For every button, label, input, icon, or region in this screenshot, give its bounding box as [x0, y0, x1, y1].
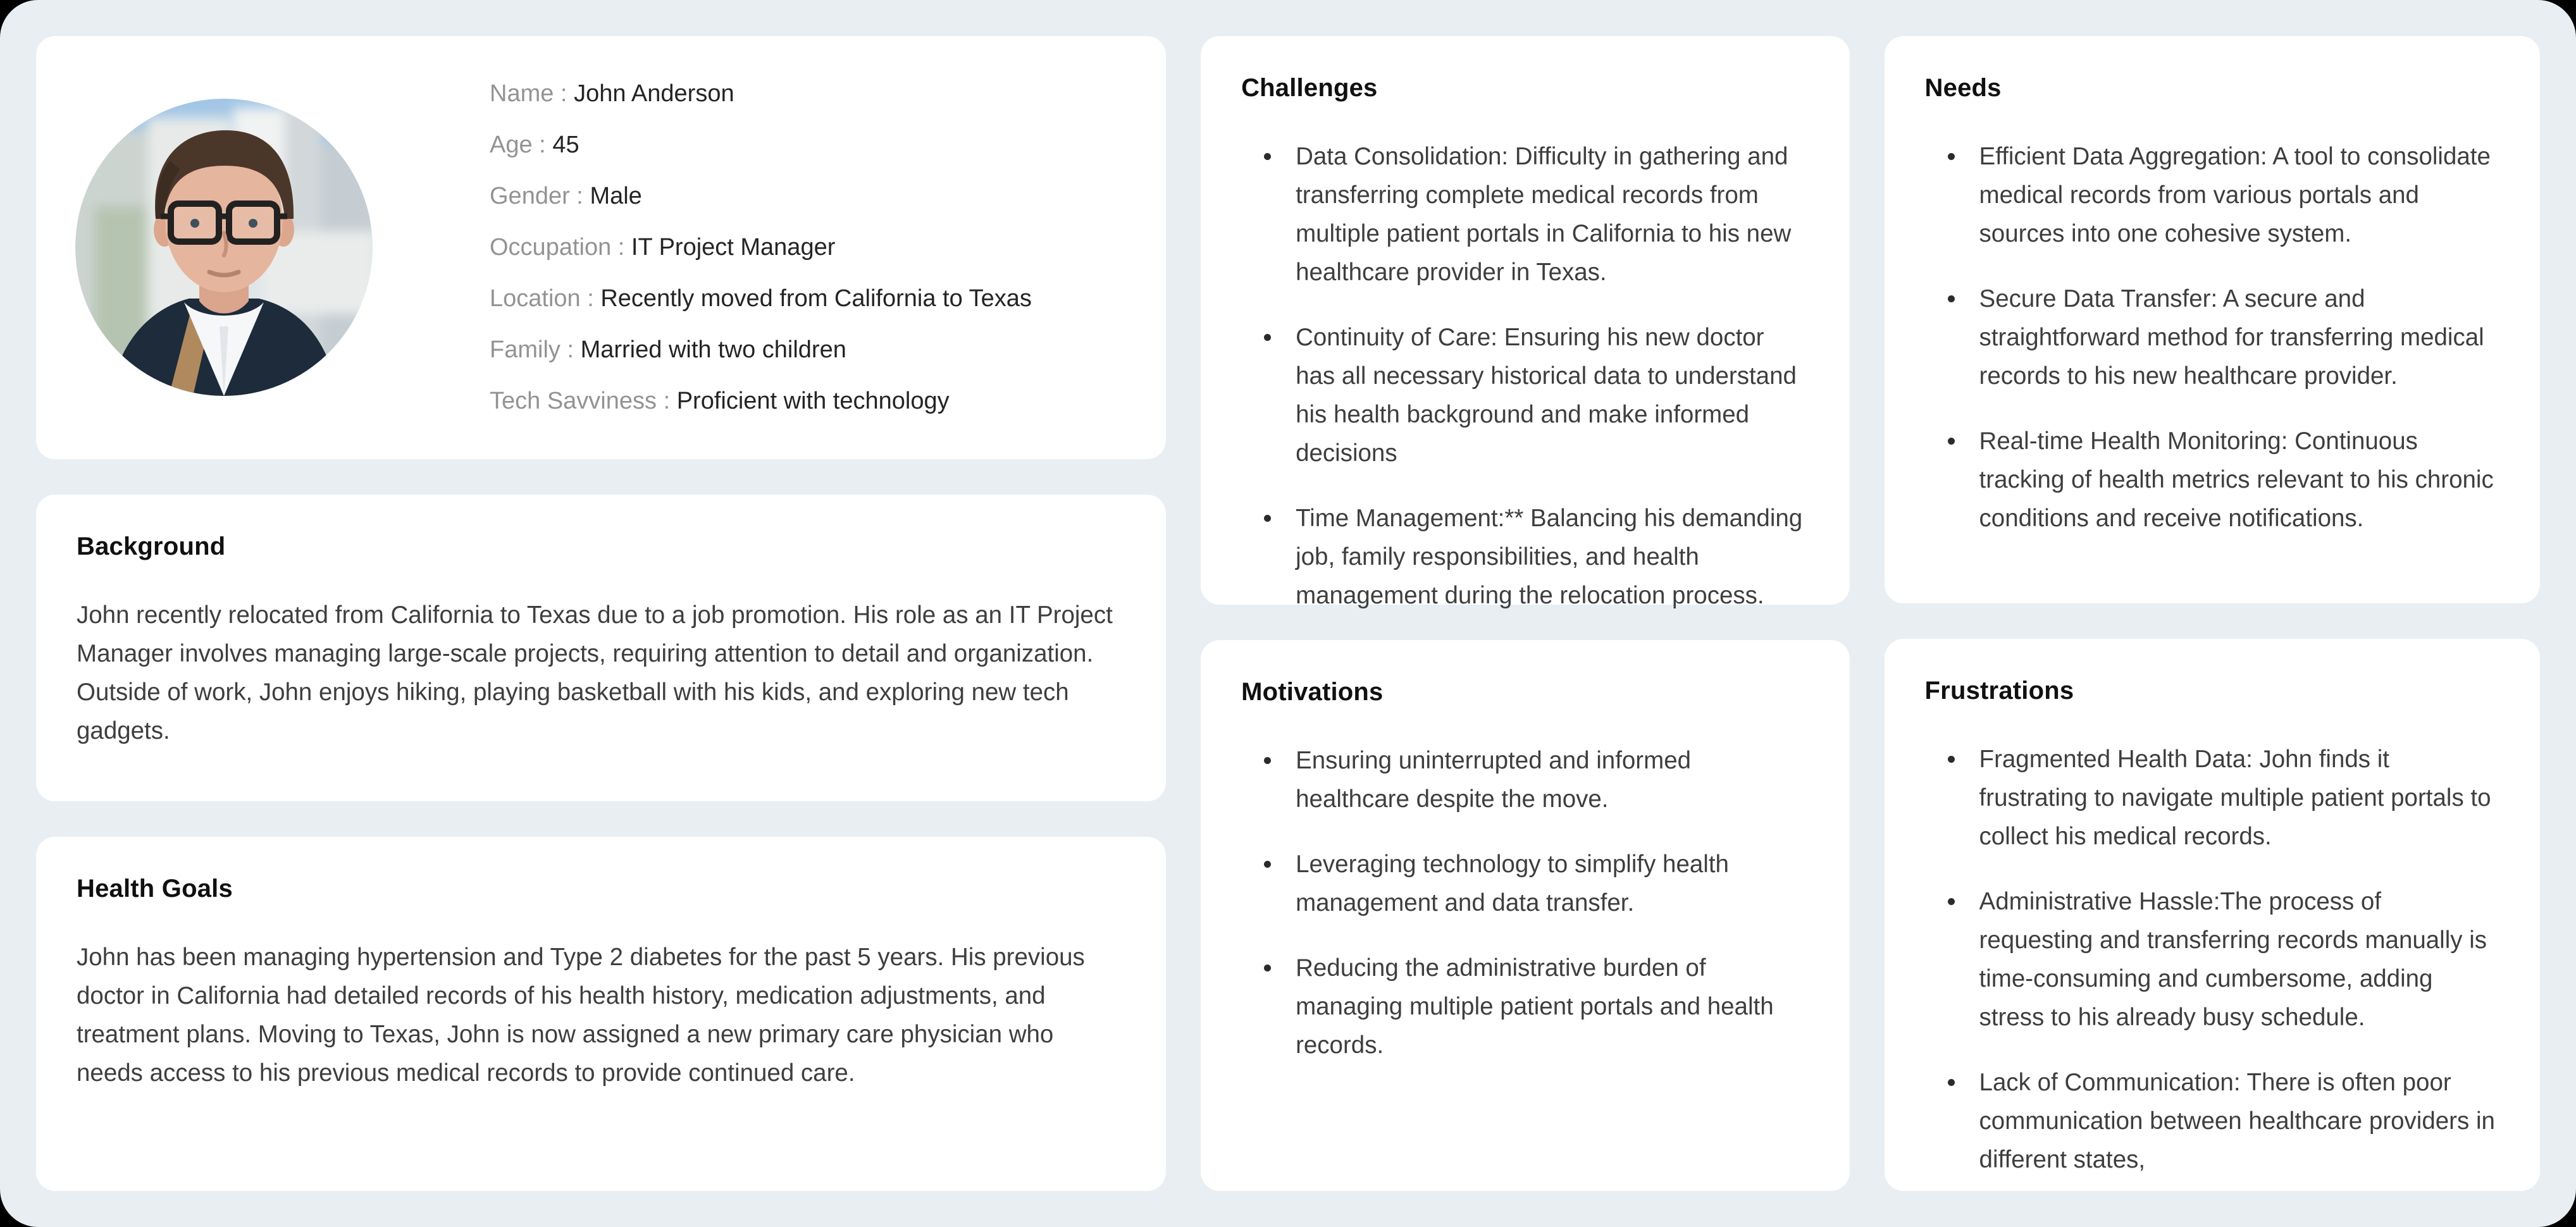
- field-separator: :: [569, 182, 590, 209]
- needs-card: [1885, 36, 2540, 603]
- left-column: [36, 36, 1166, 1191]
- field-separator: :: [580, 285, 601, 312]
- health-goals-text: John has been managing hypertension and Type 2 diabetes for the past 5 years. His previous doctor in California had detailed records of his health history, medication adjustments, and treatment plans. Moving to Texas, John is now assigned a new primary care physician who needs access to his previous medical records to provide continued care.: [77, 943, 1085, 1087]
- profile-field: [490, 75, 1032, 113]
- frustrations-item: Fragmented Health Data: John finds it frustrating to navigate multiple patient portals to collect his medical records.: [1948, 740, 2499, 856]
- field-value: Male: [590, 182, 642, 209]
- frustrations-list: [1925, 740, 2499, 1179]
- field-separator: :: [657, 387, 677, 414]
- field-value: IT Project Manager: [631, 233, 836, 261]
- field-value: John Anderson: [574, 80, 734, 107]
- field-separator: :: [554, 80, 574, 107]
- profile-field: [490, 280, 1032, 318]
- field-label: Family: [490, 336, 560, 363]
- profile-card: [36, 36, 1166, 459]
- frustrations-item: Lack of Communication: There is often poor communication between healthcare providers in different states,: [1948, 1063, 2499, 1179]
- field-value: Proficient with technology: [676, 387, 950, 414]
- field-value: Recently moved from California to Texas: [600, 285, 1032, 312]
- avatar-illustration: [75, 99, 373, 396]
- needs-item: Real-time Health Monitoring: Continuous tracking of health metrics relevant to his chronic conditions and receive notifications.: [1948, 422, 2499, 538]
- section-title-challenges: Challenges: [1241, 74, 1378, 102]
- needs-list: [1925, 137, 2499, 538]
- profile-field: [490, 331, 1032, 369]
- field-label: Tech Savviness: [490, 387, 657, 414]
- right-column: [1885, 36, 2540, 1191]
- frustrations-item: Administrative Hassle:The process of requesting and transferring records manually is time-consuming and cumbersome, adding stress to his already busy schedule.: [1948, 882, 2499, 1037]
- section-title-health-goals: Health Goals: [77, 874, 233, 903]
- section-title-needs: Needs: [1924, 74, 2002, 102]
- field-label: Occupation: [490, 233, 612, 261]
- middle-column: [1201, 36, 1849, 1191]
- needs-item: Secure Data Transfer: A secure and straightforward method for transferring medical records to his new healthcare provider.: [1948, 280, 2499, 395]
- field-separator: :: [532, 131, 553, 158]
- field-separator: :: [611, 233, 631, 261]
- field-value: Married with two children: [580, 336, 846, 363]
- profile-field: [490, 228, 1032, 267]
- health-goals-card: [36, 837, 1166, 1191]
- challenges-card: [1201, 36, 1849, 609]
- motivations-item: Ensuring uninterrupted and informed healthcare despite the move.: [1264, 741, 1809, 818]
- profile-field: [490, 177, 1032, 216]
- section-title-motivations: Motivations: [1241, 678, 1384, 706]
- challenges-list: [1241, 137, 1809, 615]
- motivations-list: [1241, 741, 1809, 1064]
- profile-field: [490, 382, 1032, 421]
- background-card: [36, 495, 1166, 801]
- challenges-item: Time Management:** Balancing his demanding job, family responsibilities, and health management during the relocation process.: [1264, 499, 1809, 615]
- section-title-frustrations: Frustrations: [1924, 677, 2074, 705]
- profile-field: [490, 126, 1032, 164]
- field-separator: :: [560, 336, 581, 363]
- frustrations-card: [1885, 639, 2540, 1191]
- needs-item: Efficient Data Aggregation: A tool to consolidate medical records from various portals and sources into one cohesive system.: [1948, 137, 2499, 253]
- motivations-card: [1201, 640, 1849, 1191]
- motivations-item: Leveraging technology to simplify health management and data transfer.: [1264, 845, 1809, 922]
- challenges-item: Continuity of Care: Ensuring his new doctor has all necessary historical data to understand his health background and make informed decisions: [1264, 318, 1809, 472]
- section-title-background: Background: [77, 532, 226, 560]
- field-label: Name: [490, 80, 554, 107]
- field-label: Gender: [490, 182, 570, 209]
- field-label: Location: [490, 285, 581, 312]
- profile-fields: [490, 75, 1032, 421]
- field-label: Age: [490, 131, 533, 158]
- motivations-item: Reducing the administrative burden of managing multiple patient portals and health records.: [1264, 949, 1809, 1064]
- challenges-item: Data Consolidation: Difficulty in gathering and transferring complete medical records from multiple patient portals in California to his new healthcare provider in Texas.: [1264, 137, 1809, 292]
- field-value: 45: [552, 131, 579, 158]
- avatar: [75, 99, 373, 396]
- background-text: John recently relocated from California to Texas due to a job promotion. His role as an IT Project Manager involves managing large-scale projects, requiring attention to detail and organization. Outside of work, John enjoys hiking, playing basketball with his kids, and exploring new tech gadgets.: [77, 601, 1113, 744]
